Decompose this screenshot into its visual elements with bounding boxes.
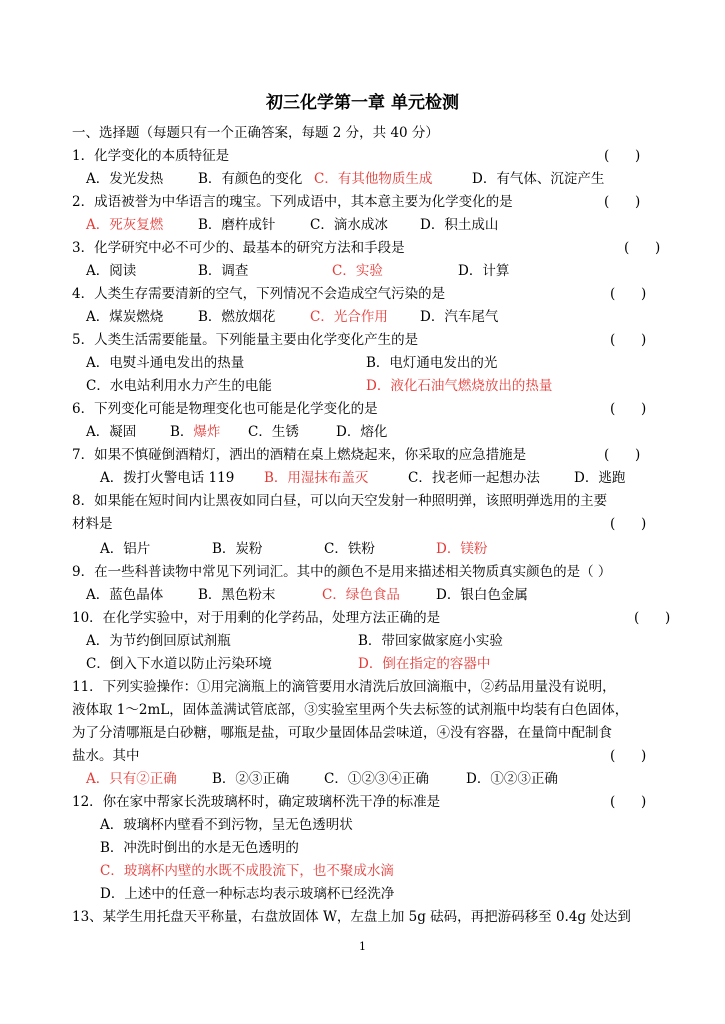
q6-option-a: A．凝固 <box>86 424 137 440</box>
answer-bracket: ( ) <box>634 610 671 626</box>
answer-bracket: ( ) <box>604 447 641 463</box>
answer-bracket: ( ) <box>610 516 647 532</box>
page-number: 1 <box>359 940 366 953</box>
q1-option-d: D．有气体、沉淀产生 <box>472 171 605 187</box>
question-13-stem: 13、某学生用托盘天平称量，右盘放固体 W，左盘上加 5g 砝码，再把游码移至 0.4g 处达到 <box>72 909 631 925</box>
question-3-stem: 3．化学研究中必不可少的、最基本的研究方法和手段是 <box>72 240 405 256</box>
q6-option-b-letter: B． <box>170 424 194 440</box>
question-10-stem: 10．在化学实验中，对于用剩的化学药品，处理方法正确的是 <box>72 610 441 626</box>
answer-bracket: ( ) <box>610 794 647 810</box>
q10-option-b: B．带回家做家庭小实验 <box>358 633 503 649</box>
answer-bracket: ( ) <box>610 401 647 417</box>
q9-option-b: B．黑色粉末 <box>198 587 276 603</box>
q10-option-d-correct: D．倒在指定的容器中 <box>358 656 491 672</box>
q5-option-a: A．电熨斗通电发出的热量 <box>86 355 245 371</box>
q3-option-a: A．阅读 <box>86 263 137 279</box>
q7-option-d: D．逃跑 <box>574 470 626 486</box>
q8-option-b: B．炭粉 <box>212 541 263 557</box>
q12-option-d: D．上述中的任意一种标志均表示玻璃杯已经洗净 <box>100 886 395 902</box>
q8-option-d-correct: D．镁粉 <box>436 541 488 557</box>
q7-option-b-correct: B．用湿抹布盖灭 <box>264 470 369 486</box>
q2-option-d: D．积土成山 <box>420 217 499 233</box>
question-8-stem: 8．如果能在短时间内让黑夜如同白昼，可以向天空发射一种照明弹，该照明弹选用的主要 <box>72 493 608 509</box>
q1-option-a: A．发光发热 <box>86 171 164 187</box>
question-8-stem-cont: 材料是 <box>72 516 113 532</box>
q11-option-b: B．②③正确 <box>212 771 290 787</box>
answer-bracket: ( ) <box>624 240 661 256</box>
question-1-stem: 1．化学变化的本质特征是 <box>72 148 230 164</box>
q3-option-c-correct: C．实验 <box>332 263 383 279</box>
q10-option-c: C．倒入下水道以防止污染环境 <box>86 656 272 672</box>
q6-option-c: C．生锈 <box>248 424 299 440</box>
q6-option-b-correct <box>170 423 220 441</box>
q12-option-c-correct: C．玻璃杯内壁的水既不成股流下，也不聚成水滴 <box>100 863 394 879</box>
q5-option-d-correct: D．液化石油气燃烧放出的热量 <box>366 378 553 394</box>
q8-option-c: C．铁粉 <box>324 541 375 557</box>
question-11-stem-cont: 为了分清哪瓶是白砂糖，哪瓶是盐，可取少量固体品尝味道，④没有容器，在量筒中配制食 <box>72 725 612 741</box>
q3-option-b: B．调查 <box>198 263 249 279</box>
q2-option-a-correct: A．死灰复燃 <box>86 217 164 233</box>
q12-option-a: A．玻璃杯内壁看不到污物，呈无色透明状 <box>100 817 353 833</box>
q9-option-d: D．银白色金属 <box>436 587 528 603</box>
q6-option-b-text: 爆炸 <box>193 424 221 440</box>
q2-option-c: C．滴水成冰 <box>310 217 388 233</box>
q7-option-a: A．拨打火警电话 119 <box>100 470 235 486</box>
q2-option-b: B．磨杵成针 <box>198 217 276 233</box>
q12-option-b: B．冲洗时倒出的水是无色透明的 <box>100 840 299 856</box>
q10-option-a: A．为节约倒回原试剂瓶 <box>86 633 231 649</box>
question-5-stem: 5．人类生活需要能量。下列能量主要由化学变化产生的是 <box>72 332 419 348</box>
q4-option-c-correct: C．光合作用 <box>310 309 388 325</box>
q4-option-b: B．燃放烟花 <box>198 309 276 325</box>
question-11-stem-cont: 盐水。其中 <box>72 748 140 764</box>
question-4-stem: 4．人类生存需要清新的空气，下列情况不会造成空气污染的是 <box>72 286 446 302</box>
q3-option-d: D．计算 <box>458 263 510 279</box>
q5-option-b: B．电灯通电发出的光 <box>366 355 498 371</box>
q8-option-a: A．铝片 <box>100 541 151 557</box>
q11-option-c: C．①②③④正确 <box>324 771 429 787</box>
q11-option-a-correct: A．只有②正确 <box>86 771 177 787</box>
answer-bracket: ( ) <box>610 748 647 764</box>
answer-bracket: ( ) <box>610 332 647 348</box>
q1-option-b: B．有颜色的变化 <box>198 171 303 187</box>
answer-bracket: ( ) <box>604 148 641 164</box>
section-heading: 一、选择题（每题只有一个正确答案，每题 2 分，共 40 分） <box>72 125 439 141</box>
question-9-stem: 9．在一些科普读物中常见下列词汇。其中的颜色不是用来描述相关物质真实颜色的是（ ） <box>72 564 612 580</box>
q11-option-d: D．①②③正确 <box>466 771 558 787</box>
question-7-stem: 7．如果不慎碰倒酒精灯，洒出的酒精在桌上燃烧起来，你采取的应急措施是 <box>72 447 527 463</box>
answer-bracket: ( ) <box>604 194 641 210</box>
q5-option-c: C．水电站利用水力产生的电能 <box>86 378 272 394</box>
question-11-stem: 11．下列实验操作：①用完滴瓶上的滴管要用水清洗后放回滴瓶中，②药品用量没有说明， <box>72 679 616 695</box>
q9-option-c-correct: C．绿色食品 <box>322 587 400 603</box>
question-6-stem: 6．下列变化可能是物理变化也可能是化学变化的是 <box>72 401 378 417</box>
q7-option-c: C．找老师一起想办法 <box>408 470 540 486</box>
page-title: 初三化学第一章 单元检测 <box>266 93 459 113</box>
question-12-stem: 12．你在家中帮家长洗玻璃杯时，确定玻璃杯洗干净的标准是 <box>72 794 441 810</box>
q4-option-d: D．汽车尾气 <box>420 309 499 325</box>
answer-bracket: ( ) <box>610 286 647 302</box>
q9-option-a: A．蓝色晶体 <box>86 587 164 603</box>
q4-option-a: A．煤炭燃烧 <box>86 309 164 325</box>
q6-option-d: D．熔化 <box>336 424 388 440</box>
question-2-stem: 2．成语被誉为中华语言的瑰宝。下列成语中，其本意主要为化学变化的是 <box>72 194 513 210</box>
question-11-stem-cont: 液体取 1～2mL，固体盖满试管底部，③实验室里两个失去标签的试剂瓶中均装有白色固体， <box>72 702 629 718</box>
q1-option-c-correct: C．有其他物质生成 <box>314 171 433 187</box>
